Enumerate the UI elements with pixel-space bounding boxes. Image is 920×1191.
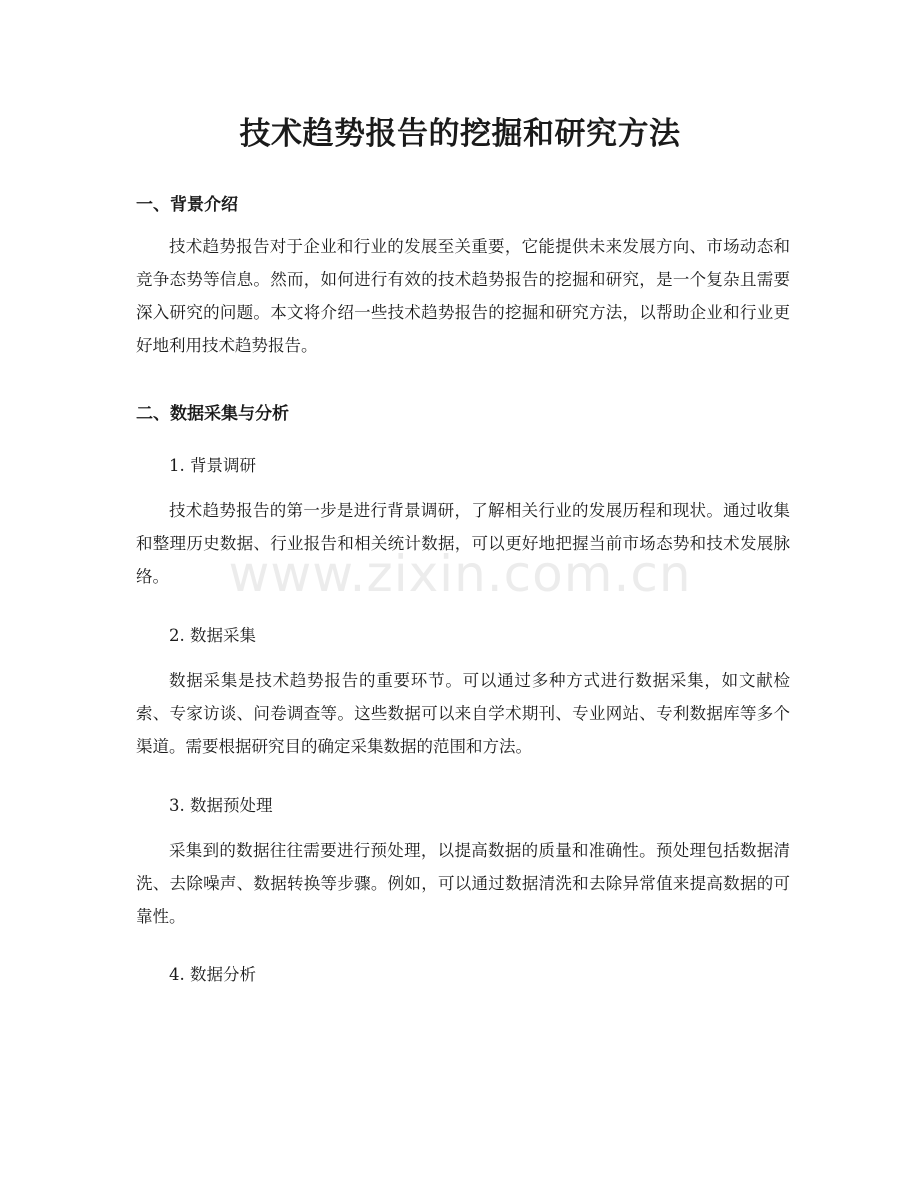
subsection-label-4: 4. 数据分析 (169, 965, 256, 984)
subsection-label-1: 1. 背景调研 (169, 456, 256, 475)
subsection-label-2: 2. 数据采集 (169, 626, 256, 645)
section-paragraph-background: 技术趋势报告对于企业和行业的发展至关重要，它能提供未来发展方向、市场动态和竞争态势等信息。然而，如何进行有效的技术趋势报告的挖掘和研究，是一个复杂且需要深入研究的问题。本文将介绍一些技术趋势报告的挖掘和研究方法，以帮助企业和行业更好地利用技术趋势报告。 (136, 237, 790, 355)
subsection-paragraph-1: 技术趋势报告的第一步是进行背景调研，了解相关行业的发展历程和现状。通过收集和整理历史数据、行业报告和相关统计数据，可以更好地把握当前市场态势和技术发展脉络。 (136, 501, 790, 586)
document-title: 技术趋势报告的挖掘和研究方法 (239, 116, 681, 152)
watermark: www.zixin.com.cn (228, 545, 692, 603)
subsection-paragraph-3: 采集到的数据往往需要进行预处理，以提高数据的质量和准确性。预处理包括数据清洗、去除噪声、数据转换等步骤。例如，可以通过数据清洗和去除异常值来提高数据的可靠性。 (136, 841, 790, 926)
section-heading-data: 二、数据采集与分析 (136, 404, 289, 424)
subsection-label-3: 3. 数据预处理 (169, 796, 273, 815)
section-heading-background: 一、背景介绍 (136, 195, 238, 215)
subsection-paragraph-2: 数据采集是技术趋势报告的重要环节。可以通过多种方式进行数据采集，如文献检索、专家访谈、问卷调查等。这些数据可以来自学术期刊、专业网站、专利数据库等多个渠道。需要根据研究目的确定采集数据的范围和方法。 (136, 671, 790, 756)
